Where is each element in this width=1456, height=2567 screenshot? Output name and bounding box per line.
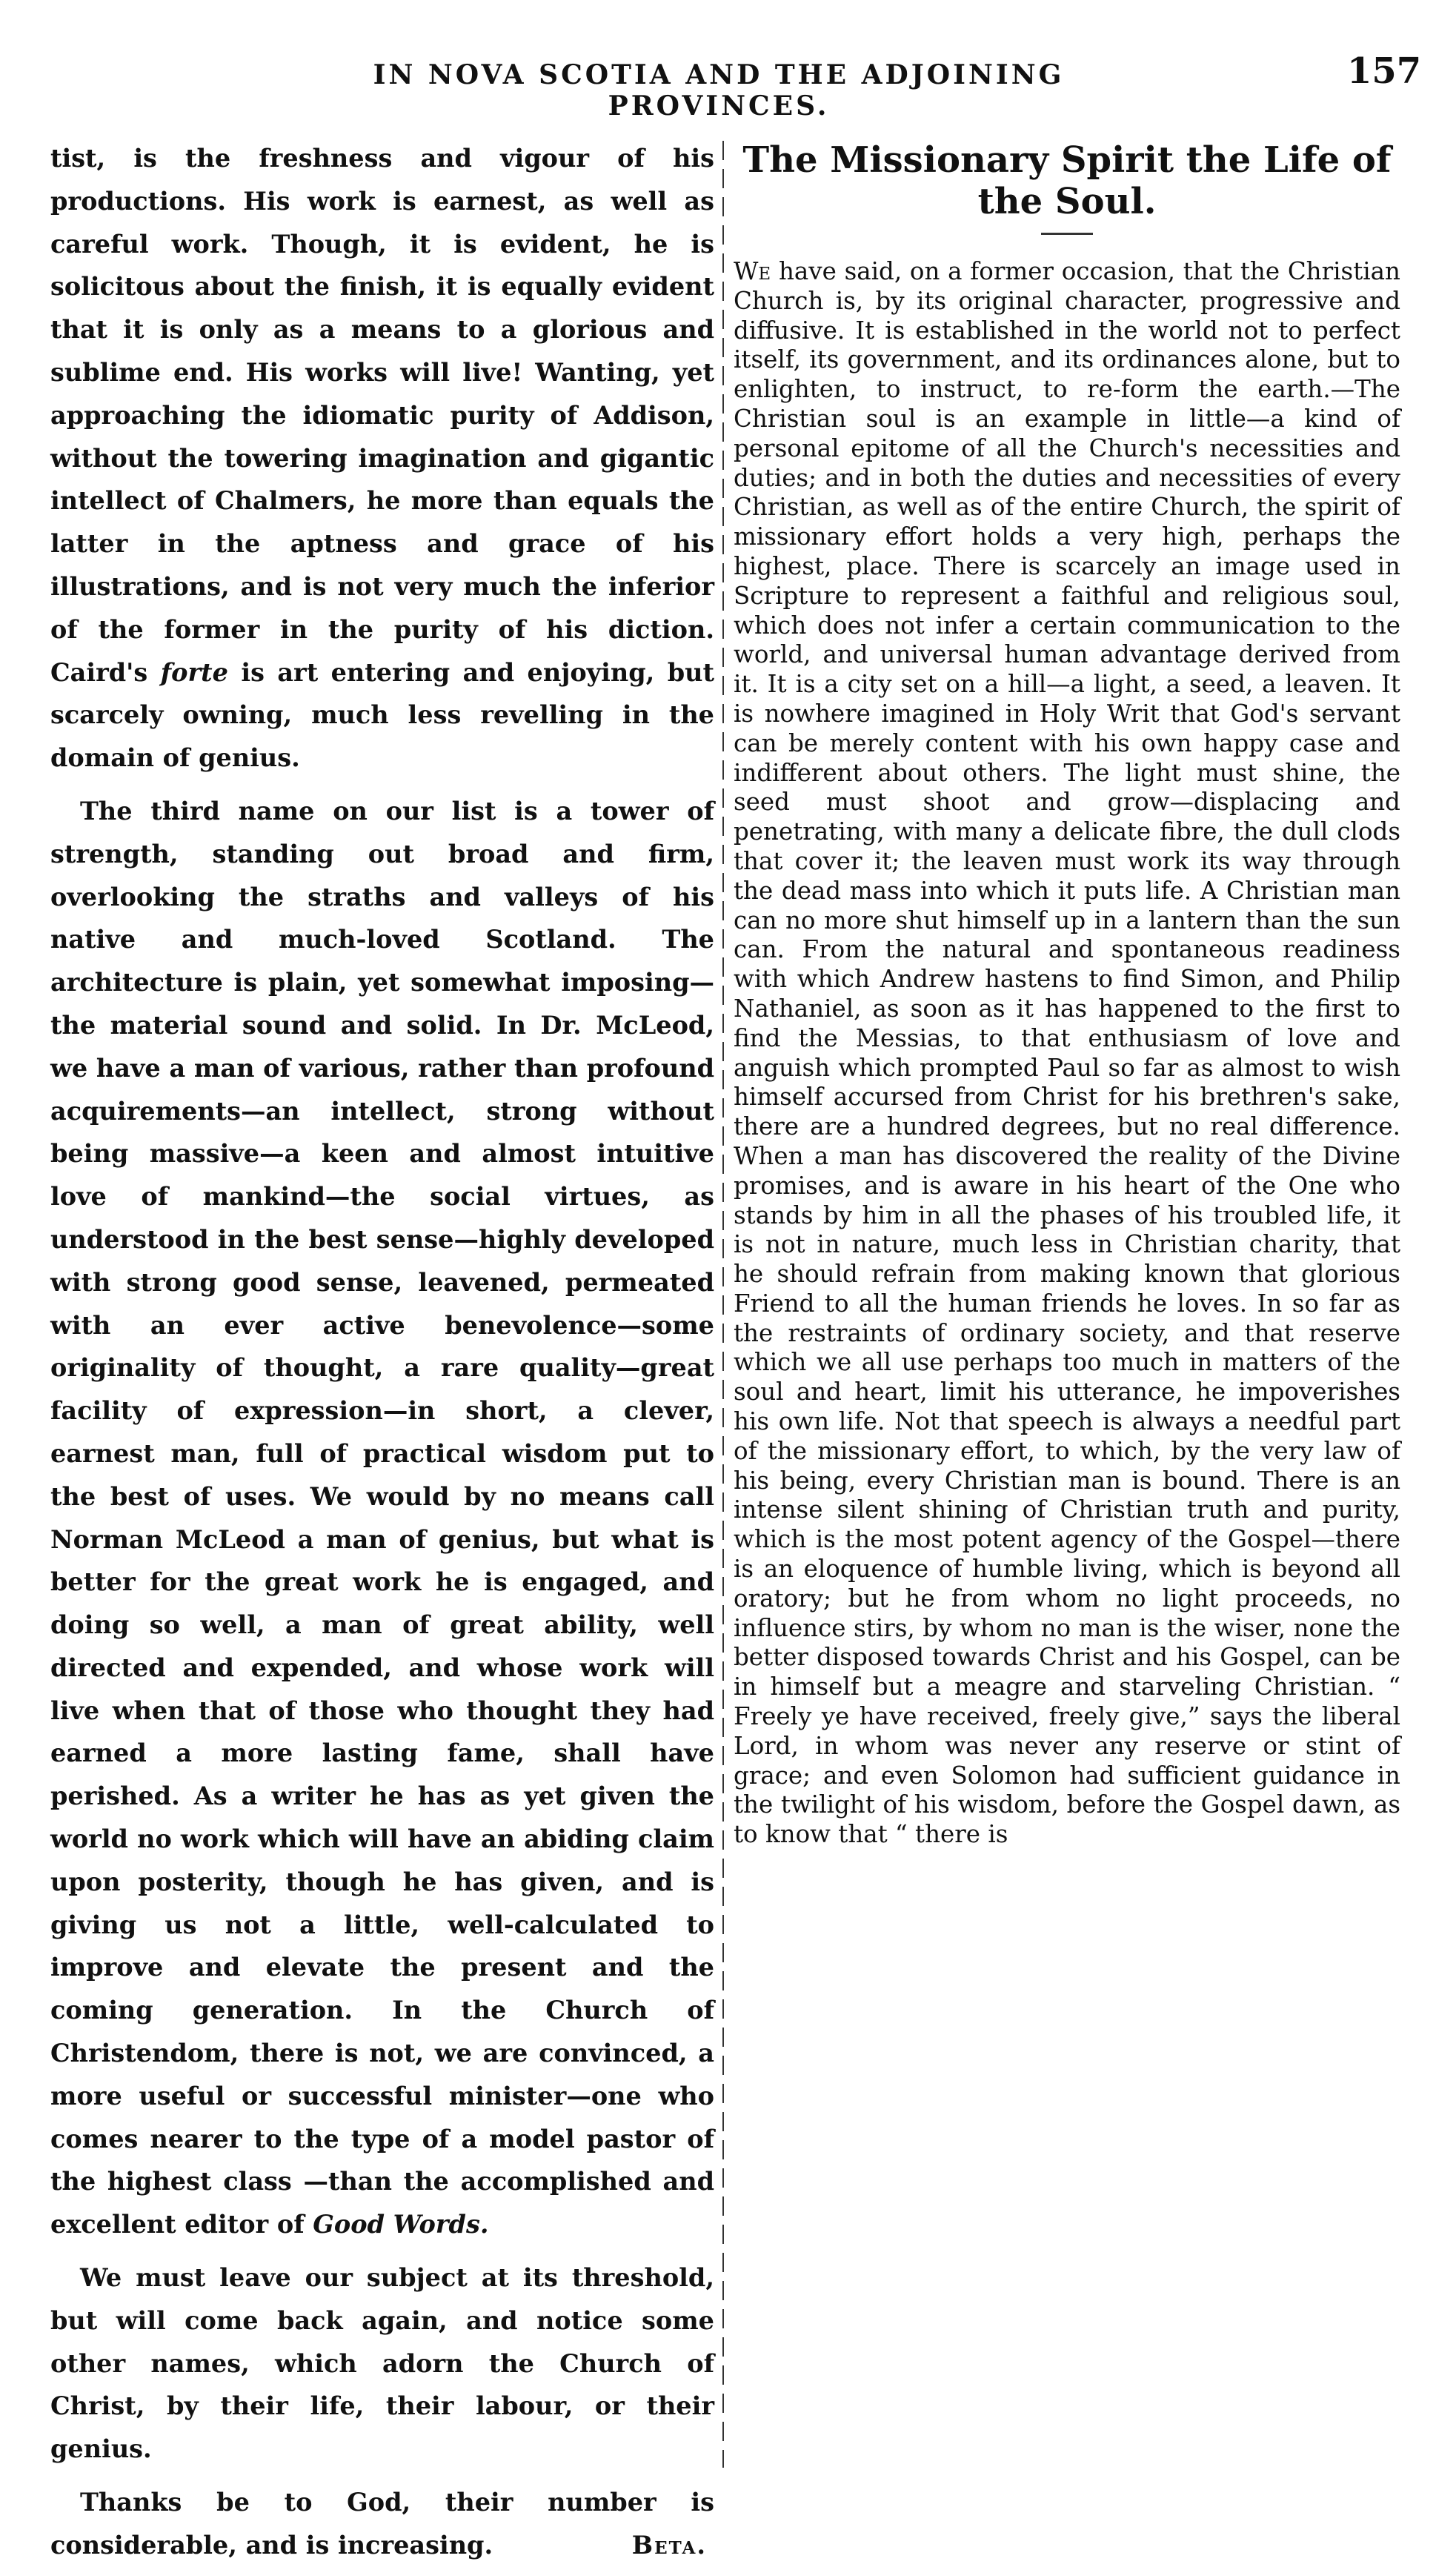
page-number: 157 <box>1347 50 1422 92</box>
column-divider <box>722 141 724 2468</box>
p1-text-a: tist, is the freshness and vigour of his productions. His work is earnest, as well as careful work. Though, it is evident, he is solicitous about the finish, it is equally evident that it is only as a means to a glorious and sublime end. His works will live! Wanting, yet approaching the idiomatic purity of Addison, without the towering imagination and gigantic intellect of Chalmers, he more than equals the latter in the aptness and grace of his illustrations, and is not very much the inferior of the former in the purity of his diction. Caird's <box>50 144 714 687</box>
paragraph-1 <box>50 137 714 780</box>
p2-text: The third name on our list is a tower of strength, standing out broad and firm, overlooking the straths and valleys of his native and much-loved Scotland. The architecture is plain, yet somewhat imposing—the material sound and solid. In Dr. McLeod, we have a man of various, rather than profound acquirements—an intellect, strong without being massive—a keen and almost intuitive love of mankind—the social virtues, as understood in the best sense—highly developed with strong good sense, leavened, permeated with an ever active benevolence—some originality of thought, a rare quality—great facility of expression—in short, a clever, earnest man, full of practical wisdom put to the best of uses. We would by no means call Norman McLeod a man of genius, but what is better for the great work he is engaged, and doing so well, a man of great ability, well directed and expended, and whose work will live when that of those who thought they had earned a more lasting fame, shall have perished. As a writer he has as yet given the world no work which will have an abiding claim upon posterity, though he has given, and is giving us not a little, well-calculated to improve and elevate the present and the coming generation. In the Church of Christendom, there is not, we are convinced, a more useful or successful minister—one who comes nearer to the type of a model pastor of the highest class —than the accomplished and excellent editor of <box>50 796 714 2239</box>
opening-word: We <box>734 257 771 285</box>
author-signature: Beta. <box>631 2530 707 2560</box>
running-title: IN NOVA SCOTIA AND THE ADJOINING PROVINCES. <box>373 59 1065 122</box>
p1-text-b: is art entering and enjoying, but scarcely owning, much less revelling in the domain of genius. <box>50 657 714 773</box>
p4-text: Thanks be to God, their number is considerable, and is increasing. <box>50 2488 714 2560</box>
paragraph-4 <box>50 2481 714 2567</box>
paragraph-2 <box>50 790 714 2246</box>
article-body <box>734 257 1400 1850</box>
right-column <box>734 139 1400 1850</box>
paragraph-3: We must leave our subject at its threshold, but will come back again, and notice some other names, which adorn the Church of Christ, by their life, their labour, or their genius. <box>50 2263 714 2464</box>
p2-italic-good-words: Good Words. <box>313 2210 489 2239</box>
title-rule <box>1041 233 1093 235</box>
article-body-text: have said, on a former occasion, that the Christian Church is, by its original character, progressive and diffusive. It is established in the world not to perfect itself, its government, and its ordinances alone, but to enlighten, to instruct, to re-form the earth.—The Christian soul is an example in little—a kind of personal epitome of all the Church's necessities and duties; and in both the duties and necessities of every Christian, as well as of the entire Church, the spirit of missionary effort holds a very high, perhaps the highest, place. There is scarcely an image used in Scripture to represent a faithful and religious soul, which does not infer a certain communication to the world, and universal human advantage derived from it. It is a city set on a hill—a light, a seed, a leaven. It is nowhere imagined in Holy Writ that God's servant can be merely content with his own happy case and indifferent about others. The light must shine, the seed must shoot and grow—displacing and penetrating, with many a delicate fibre, the dull clods that cover it; the leaven must work its way through the dead mass into which it puts life. A Christian man can no more shut himself up in a lantern than the sun can. From the natural and spontaneous readiness with which Andrew hastens to find Simon, and Philip Nathaniel, as soon as it has happened to the first to find the Messias, to that enthusiasm of love and anguish which prompted Paul so far as almost to wish himself accursed from Christ for his brethren's sake, there are a hundred degrees, but no real difference. When a man has discovered the reality of the Divine promises, and is aware in his heart of the One who stands by him in all the phases of his troubled life, it is not in nature, much less in Christian charity, that he should refrain from making known that glorious Friend to all the human friends he loves. In so far as the restraints of ordinary society, and that reserve which we all use perhaps too much in matters of the soul and heart, limit his utterance, he impoverishes his own life. Not that speech is always a needful part of the missionary effort, to which, by the very law of his being, every Christian man is bound. There is an intense silent shining of Christian truth and purity, which is the most potent agency of the Gospel—there is an eloquence of humble living, which is beyond all oratory; but he from whom no light proceeds, no influence stirs, by whom no man is the wiser, none the better disposed towards Christ and his Gospel, can be in himself but a meagre and starveling Christian. “ Freely ye have received, freely give,” says the liberal Lord, in whom was never any reserve or stint of grace; and even Solomon had sufficient guidance in the twilight of his wisdom, before the Gospel dawn, as to know that “ there is <box>734 257 1400 1849</box>
article-title: The Missionary Spirit the Life of the Soul. <box>742 139 1392 222</box>
p1-italic-forte: forte <box>160 657 228 687</box>
left-column <box>50 137 714 2567</box>
